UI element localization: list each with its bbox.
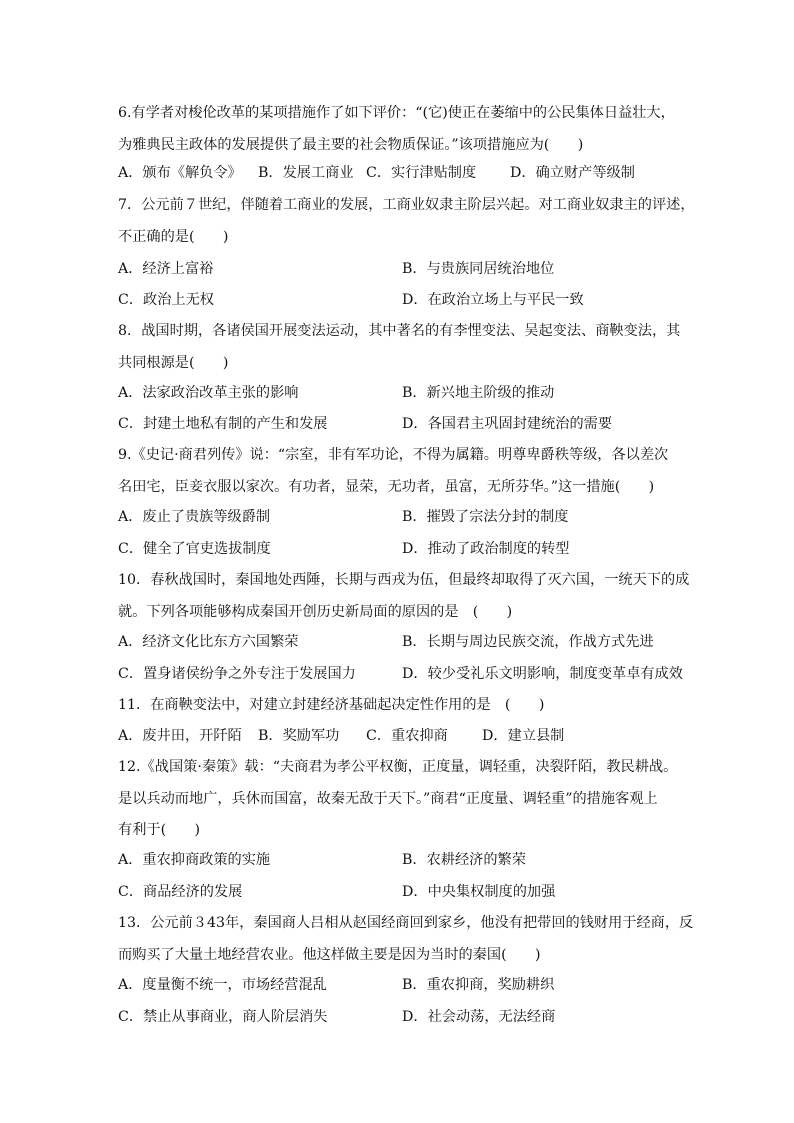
answer-option[interactable]: C．政治上无权: [118, 292, 214, 308]
answer-option[interactable]: D．较少受礼乐文明影响，制度变革卓有成效: [402, 666, 683, 682]
options-row-q8: [118, 378, 678, 409]
answer-option[interactable]: D．建立县制: [482, 728, 565, 744]
options-row-q13: [118, 1002, 678, 1033]
answer-option[interactable]: B．新兴地主阶级的推动: [402, 385, 555, 401]
question-stem-line: 不正确的是( ): [118, 228, 229, 245]
question-stem-line: 9.《史记·商君列传》说：“宗室，非有军功论，不得为属籍。明尊卑爵秩等级，各以差次: [118, 447, 669, 463]
question-stem-line: 有利于( ): [118, 822, 201, 838]
question-stem-line: 7．公元前７世纪，伴随着工商业的发展，工商业奴隶主阶层兴起。对工商业奴隶主的评述，: [118, 197, 695, 213]
answer-option[interactable]: D．确立财产等级制: [510, 165, 635, 181]
answer-option[interactable]: A．废井田，开阡陌: [118, 728, 242, 744]
question-stem-line: 13．公元前３43年，秦国商人吕相从赵国经商回到家乡，他没有把带回的钱财用于经商，反: [118, 915, 694, 931]
answer-option[interactable]: D．推动了政治制度的转型: [402, 541, 570, 557]
answer-option[interactable]: A．重农抑商政策的实施: [118, 852, 271, 868]
question-stem-line: 名田宅，臣妾衣服以家次。有功者，显荣，无功者，虽富，无所芬华。”这一措施( ): [118, 478, 655, 495]
options-row-q9: [118, 502, 678, 533]
answer-option[interactable]: D．在政治立场上与平民一致: [402, 292, 584, 308]
answer-option[interactable]: C．重农抑商: [366, 728, 448, 744]
question-stem-line: 共同根源是( ): [118, 354, 229, 371]
question-stem-line: 12.《战国策·秦策》载：“夫商君为孝公平权衡，正度量，调轻重，决裂阡陌，教民耕战。: [118, 759, 678, 775]
options-row-q9: [118, 534, 678, 565]
question-stem-line: 就。下列各项能够构成秦国开创历史新局面的原因的是 ( ): [118, 603, 513, 620]
answer-option[interactable]: B．重农抑商，奖励耕织: [402, 977, 555, 993]
answer-option[interactable]: B．发展工商业: [258, 165, 354, 181]
options-row-q12: [118, 845, 678, 876]
answer-option[interactable]: A．度量衡不统一，市场经营混乱: [118, 977, 327, 993]
answer-option[interactable]: B．摧毁了宗法分封的制度: [402, 509, 569, 525]
answer-option[interactable]: C．实行津贴制度: [366, 165, 477, 181]
question-stem-line: 为雅典民主政体的发展提供了最主要的社会物质保证。”该项措施应为( ): [118, 136, 584, 153]
answer-option[interactable]: B．农耕经济的繁荣: [402, 852, 526, 868]
question-stem-line: 而购买了大量土地经营农业。他这样做主要是因为当时的秦国( ): [118, 946, 541, 963]
answer-option[interactable]: B．长期与周边民族交流，作战方式先进: [402, 634, 654, 650]
answer-option[interactable]: D．社会动荡，无法经商: [402, 1009, 556, 1025]
answer-option[interactable]: A．经济文化比东方六国繁荣: [118, 634, 299, 650]
question-stem-q13: [118, 908, 694, 971]
options-row-q7: [118, 254, 678, 285]
answer-option[interactable]: A．颁布《解负令》: [118, 165, 242, 181]
answer-option[interactable]: C．置身诸侯纷争之外专注于发展国力: [118, 666, 356, 682]
options-row-q8: [118, 409, 678, 440]
options-row-q12: [118, 877, 678, 908]
question-stem-q9: [118, 440, 678, 503]
question-stem-line: 11．在商鞅变法中，对建立封建经济基础起决定性作用的是 ( ): [118, 697, 545, 713]
answer-option[interactable]: D．中央集权制度的加强: [402, 884, 556, 900]
question-stem-q8: [118, 316, 681, 379]
options-row-q13: [118, 970, 678, 1001]
answer-option[interactable]: C．封建土地私有制的产生和发展: [118, 416, 328, 432]
answer-option[interactable]: B．与贵族同居统治地位: [402, 261, 555, 277]
question-stem-q10: [118, 565, 690, 628]
answer-option[interactable]: C．健全了官吏选拔制度: [118, 541, 271, 557]
options-row-q10: [118, 627, 678, 658]
question-stem-line: 6.有学者对梭伦改革的某项措施作了如下评价：“(它)使正在萎缩中的公民集体日益壮大，: [118, 105, 675, 121]
question-stem-q11: [118, 690, 678, 722]
answer-option[interactable]: D．各国君主巩固封建统治的需要: [402, 416, 613, 432]
question-stem-q6: [118, 98, 678, 161]
question-stem-line: 是以兵动而地广，兵休而国富，故秦无敌于天下。”商君“正度量、调轻重”的措施客观上: [118, 790, 658, 807]
answer-option[interactable]: B．奖励军功: [258, 728, 340, 744]
question-stem-line: 8．战国时期，各诸侯国开展变法运动，其中著名的有李悝变法、吴起变法、商鞅变法，其: [118, 323, 681, 339]
options-row-q7: [118, 285, 678, 316]
options-row-q11: [118, 721, 678, 752]
options-row-q6: [118, 158, 678, 189]
question-stem-q12: [118, 752, 678, 847]
answer-option[interactable]: C．禁止从事商业，商人阶层消失: [118, 1009, 328, 1025]
options-row-q10: [118, 659, 683, 690]
answer-option[interactable]: A．法家政治改革主张的影响: [118, 385, 299, 401]
question-stem-line: 10．春秋战国时，秦国地处西陲，长期与西戎为伍，但最终却取得了灭六国，一统天下的成: [118, 572, 690, 588]
question-stem-q7: [118, 190, 695, 253]
answer-option[interactable]: C．商品经济的发展: [118, 884, 243, 900]
answer-option[interactable]: A．废止了贵族等级爵制: [118, 509, 271, 525]
answer-option[interactable]: A．经济上富裕: [118, 261, 214, 277]
